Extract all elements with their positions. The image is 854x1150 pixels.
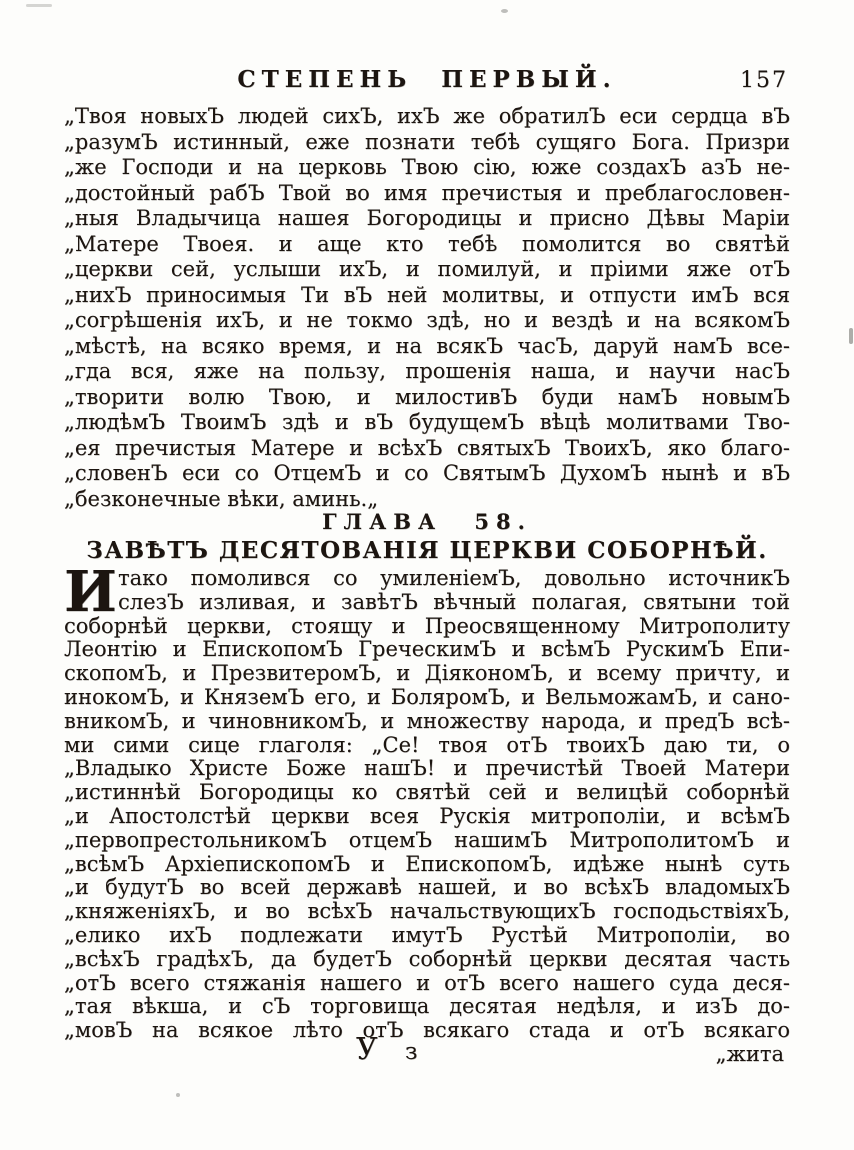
running-title: СТЕПЕНЬ ПЕРВЫЙ. (237, 66, 617, 93)
text-line: „ея пречистыя Матере и всѣхЪ святыхЪ ТвоихЪ, яко благо- (64, 435, 790, 460)
text-line: тако помолився со умиленіемЪ, довольно источникЪ (118, 566, 790, 590)
text-line: „и будутЪ во всей державѣ нашей, и во всѣхЪ владомыхЪ (64, 875, 790, 900)
text-line: „людѣмЪ ТвоимЪ здѣ и вЪ будущемЪ вѣцѣ молитвами Тво- (64, 410, 790, 434)
text-line: „церкви сей, услыши ихЪ, и помилуй, и пріими яже отЪ (64, 257, 790, 281)
signature-mark: У з (356, 1032, 428, 1067)
catchword: „жита (715, 1042, 784, 1066)
text-line: ми сими сице глаголя: „Се! твоя отЪ твоихЪ даю ти, о (64, 732, 790, 757)
page-number: 157 (740, 68, 788, 93)
text-line: „всѣмЪ АрхіепископомЪ и ЕпископомЪ, идѣже нынѣ суть (64, 851, 790, 876)
text-line: „Твоя новыхЪ людей сихЪ, ихЪ же обратилЪ еси сердца вЪ (64, 104, 790, 128)
scan-speck (849, 328, 853, 344)
text-line: „мовЪ на всякое лѣто отЪ всякаго стада и отЪ всякаго (64, 1018, 790, 1043)
text-line: „безконечные вѣки, аминь.„ (64, 486, 379, 511)
scan-speck (176, 1093, 180, 1097)
text-line: „согрѣшенія ихЪ, и не токмо здѣ, но и вездѣ и на всякомЪ (64, 308, 790, 332)
drop-cap-initial: И (64, 559, 117, 625)
text-line: „елико ихЪ подлежати имутЪ Рустѣй Митрополіи, во (64, 922, 790, 947)
text-line: „ныя Владычица нашея Богородицы и присно Дѣвы Маріи (64, 206, 790, 230)
text-line: „же Господи и на церковь Твою сію, юже создахЪ азЪ не- (64, 155, 790, 179)
text-line: слезЪ изливая, и завѣтЪ вѣчный полагая, святыни той (118, 589, 790, 614)
text-line: „тая вѣкша, и сЪ торговища десятая недѣля, и изЪ до- (64, 994, 790, 1019)
scan-speck (26, 4, 52, 7)
text-line: Леонтію и ЕпископомЪ ГреческимЪ и всѣмЪ РускимЪ Епи- (64, 637, 790, 662)
text-line: „достойный рабЪ Твой во имя пречистыя и преблагословен- (64, 180, 790, 205)
text-line: „творити волю Твою, и милостивЪ буди намЪ новымЪ (64, 384, 790, 409)
text-line: „словенЪ еси со ОтцемЪ и со СвятымЪ ДухомЪ нынѣ и вЪ (64, 461, 790, 485)
text-line: скопомЪ, и ПрезвитеромЪ, и ДіякономЪ, и всему причту, и (64, 661, 790, 686)
running-head (64, 66, 790, 98)
text-line: „Владыко Христе Боже нашЪ! и пречистѣй Твоей Матери (64, 756, 790, 781)
text-line: „мѣстѣ, на всяко время, и на всякЪ часЪ, даруй намЪ все- (64, 333, 790, 358)
text-line: „всѣхЪ градѣхЪ, да будетЪ соборнѣй церкви десятая часть (64, 946, 790, 971)
chapter-title: ЗАВѢТЪ ДЕСЯТОВАНІЯ ЦЕРКВИ СОБОРНѢЙ. (86, 537, 768, 564)
text-line: „гда вся, яже на пользу, прошенія наша, и научи насЪ (64, 359, 790, 383)
text-line: „истиннѣй Богородицы ко святѣй сей и велицѣй соборнѣй (64, 780, 790, 805)
text-line: соборнѣй церкви, стоящу и Преосвященному Митрополиту (64, 613, 790, 638)
text-line: инокомЪ, и КняземЪ его, и БоляромЪ, и ВельможамЪ, и сано- (64, 684, 790, 709)
text-line: „отЪ всего стяжанія нашего и отЪ всего нашего суда деся- (64, 970, 790, 995)
text-line: „первопрестольникомЪ отцемЪ нашимЪ МитрополитомЪ и (64, 827, 790, 852)
chapter-heading: ГЛАВА 58. (322, 509, 532, 534)
text-line: „княженіяхЪ, и во всѣхЪ начальствующихЪ господьствіяхЪ, (64, 899, 790, 924)
text-line: „Матере Твоея. и аще кто тебѣ помолится во святѣй (64, 231, 790, 256)
scan-speck (501, 9, 508, 13)
text-line: „разумЪ истинный, еже познати тебѣ сущяго Бога. Призри (64, 129, 790, 154)
text-line: „нихЪ приносимыя Ти вЪ ней молитвы, и отпусти имЪ вся (64, 282, 790, 307)
text-line: „и Апостолстѣй церкви всея Рускія митрополіи, и всѣмЪ (64, 803, 790, 828)
prayer-paragraph (64, 104, 790, 512)
body-paragraph (64, 559, 790, 1043)
text-line: вникомЪ, и чиновникомЪ, и множеству народа, и предЪ всѣ- (64, 708, 790, 733)
